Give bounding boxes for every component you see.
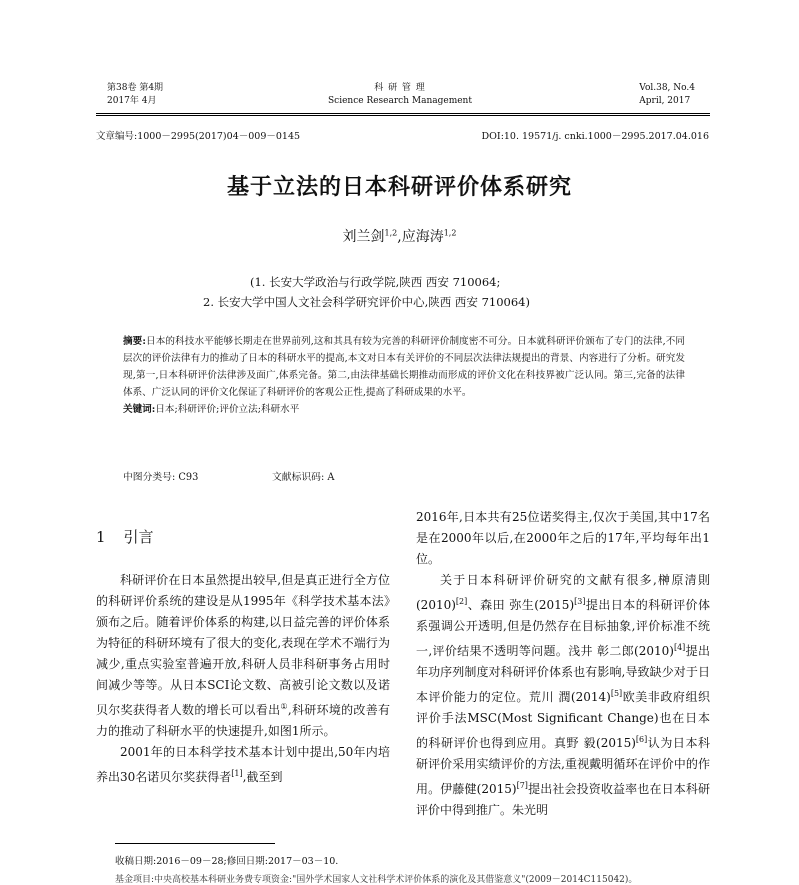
funding-note: 基金项目:中央高校基本科研业务费专项资金:"国外学术国家人文社科学术评价体系的演化及其借鉴意义"(2009－2014C115042)。 bbox=[115, 875, 638, 885]
citation-ref[interactable]: [6] bbox=[635, 735, 648, 744]
abstract-text: 日本的科技水平能够长期走在世界前列,这和其具有较为完善的科研评价制度密不可分。日本就科研评价颁布了专门的法律,不同层次的评价法律有力的推动了日本的科研水平的提高,本文对日本有关评价的不同层次法律法规提出的背景、内容进行了分析。研究发现,第一,日本科研评价法律涉及面广,体系完备。第二,由法律基础长期推动而形成的评价文化在科技界被广泛认同。第三,完备的法律体系、广泛认同的评价文化保证了科研评价的客观公正性,提高了科研成果的水平。 bbox=[123, 336, 685, 398]
section-title: 引言 bbox=[123, 528, 154, 546]
date-en: April, 2017 bbox=[639, 96, 691, 106]
paragraph bbox=[96, 570, 390, 742]
paragraph-text: 提出日本的科研评价体系强调公开透明,但是仍然存在目标抽象,评价标准不统一,评价结果不透明等问题。浅井 彰二郎(2010) bbox=[416, 598, 710, 658]
citation-ref[interactable]: [1] bbox=[231, 769, 243, 778]
citation-ref[interactable]: [5] bbox=[610, 689, 623, 698]
journal-volume-en bbox=[639, 82, 695, 108]
journal-name-en: Science Research Management bbox=[328, 96, 472, 106]
paragraph bbox=[416, 570, 710, 821]
author-separator: , bbox=[397, 229, 402, 245]
section-heading bbox=[96, 526, 154, 547]
header-rule-thin bbox=[96, 115, 710, 116]
paragraph: 2016年,日本共有25位诺奖得主,仅次于美国,其中17名是在2000年以后,在2000年之后的17年,平均每年出1位。 bbox=[416, 510, 710, 566]
journal-volume-info bbox=[107, 82, 163, 108]
year-month: 2017年 4月 bbox=[107, 96, 157, 106]
section-number: 1 bbox=[96, 528, 106, 546]
author-1-affil: 1,2 bbox=[384, 228, 398, 238]
doi: DOI:10. 19571/j. cnki.1000－2995.2017.04.016 bbox=[481, 131, 709, 142]
paragraph-text: 认为日本科研评价采用实绩评价的方法,重视戴明循环在评价中的作用。伊藤健(2015) bbox=[416, 736, 710, 796]
left-column bbox=[96, 570, 390, 788]
citation-ref[interactable]: [3] bbox=[574, 597, 586, 606]
header-rule bbox=[96, 113, 710, 114]
keywords: 日本;科研评价;评价立法;科研水平 bbox=[155, 404, 300, 415]
paragraph-text: 、森田 弥生(2015) bbox=[467, 598, 575, 612]
citation-ref[interactable]: [2] bbox=[455, 597, 468, 606]
abstract bbox=[123, 333, 685, 418]
paragraph-text: 2001年的日本科学技术基本计划中提出,50年内培养出30名诺贝尔奖获得者 bbox=[96, 745, 390, 784]
abstract-label: 摘要: bbox=[123, 336, 146, 347]
footnote-ref[interactable]: ① bbox=[280, 702, 288, 711]
paragraph-text: ,截至到 bbox=[242, 770, 283, 784]
journal-name bbox=[300, 82, 500, 108]
keywords-label: 关键词: bbox=[123, 404, 156, 415]
citation-ref[interactable]: [4] bbox=[673, 643, 686, 652]
paragraph bbox=[96, 742, 390, 788]
paragraph-text: 关于日本科研评价研究的文献有很多,榊原清則(2010) bbox=[416, 573, 710, 612]
clc-number: 中图分类号: C93 bbox=[123, 472, 199, 483]
affiliation-2: 2. 长安大学中国人文社会科学研究评价中心,陕西 西安 710064) bbox=[203, 295, 530, 309]
affiliation-1: (1. 长安大学政治与行政学院,陕西 西安 710064; bbox=[250, 275, 501, 289]
author-2-affil: 1,2 bbox=[443, 228, 457, 238]
paper-title: 基于立法的日本科研评价体系研究 bbox=[226, 175, 572, 200]
citation-ref[interactable]: [7] bbox=[516, 781, 528, 790]
volume-issue: 第38卷 第4期 bbox=[107, 83, 164, 93]
article-number: 文章编号:1000－2995(2017)04－009－0145 bbox=[96, 131, 301, 142]
paragraph-text: 提出社会投资收益率也在日本科研评价中得到推广。朱光明 bbox=[416, 782, 710, 817]
received-date: 收稿日期:2016－09－28;修回日期:2017－03－10. bbox=[115, 856, 339, 867]
document-code: 文献标识码: A bbox=[272, 472, 335, 483]
author-list bbox=[0, 226, 799, 246]
journal-name-cn: 科 研 管 理 bbox=[374, 83, 426, 93]
author-2: 应海涛 bbox=[401, 229, 444, 245]
right-column bbox=[416, 507, 710, 821]
footnote-rule bbox=[115, 843, 275, 844]
paragraph-text: 科研评价在日本虽然提出较早,但是真正进行全方位的科研评价系统的建设是从1995年《科学技术基本法》颁布之后。随着评价体系的构建,以日益完善的评价体系为特征的科研环境有了很大的变化,表现在学术不端行为减少,重点实验室普遍开放,科研人员非科研事务占用时间减少等等。从日本SCI论文数、高被引论文数以及诺贝尔奖获得者人数的增长可以看出 bbox=[96, 573, 390, 717]
paragraph-text: ,科研环境的改善有力的推动了科研水平的快速提升,如图1所示。 bbox=[96, 703, 390, 738]
paragraph-text: 提出年功序列制度对科研评价体系也有影响,导致缺少对于日本评价能力的定位。荒川 潤(2014) bbox=[416, 644, 710, 704]
author-1: 刘兰剑 bbox=[342, 229, 385, 245]
volume-en: Vol.38, No.4 bbox=[639, 83, 695, 93]
paragraph-text: 欧美非政府组织评价手法MSC(Most Significant Change)也在日本的科研评价也得到应用。真野 毅(2015) bbox=[416, 690, 710, 750]
